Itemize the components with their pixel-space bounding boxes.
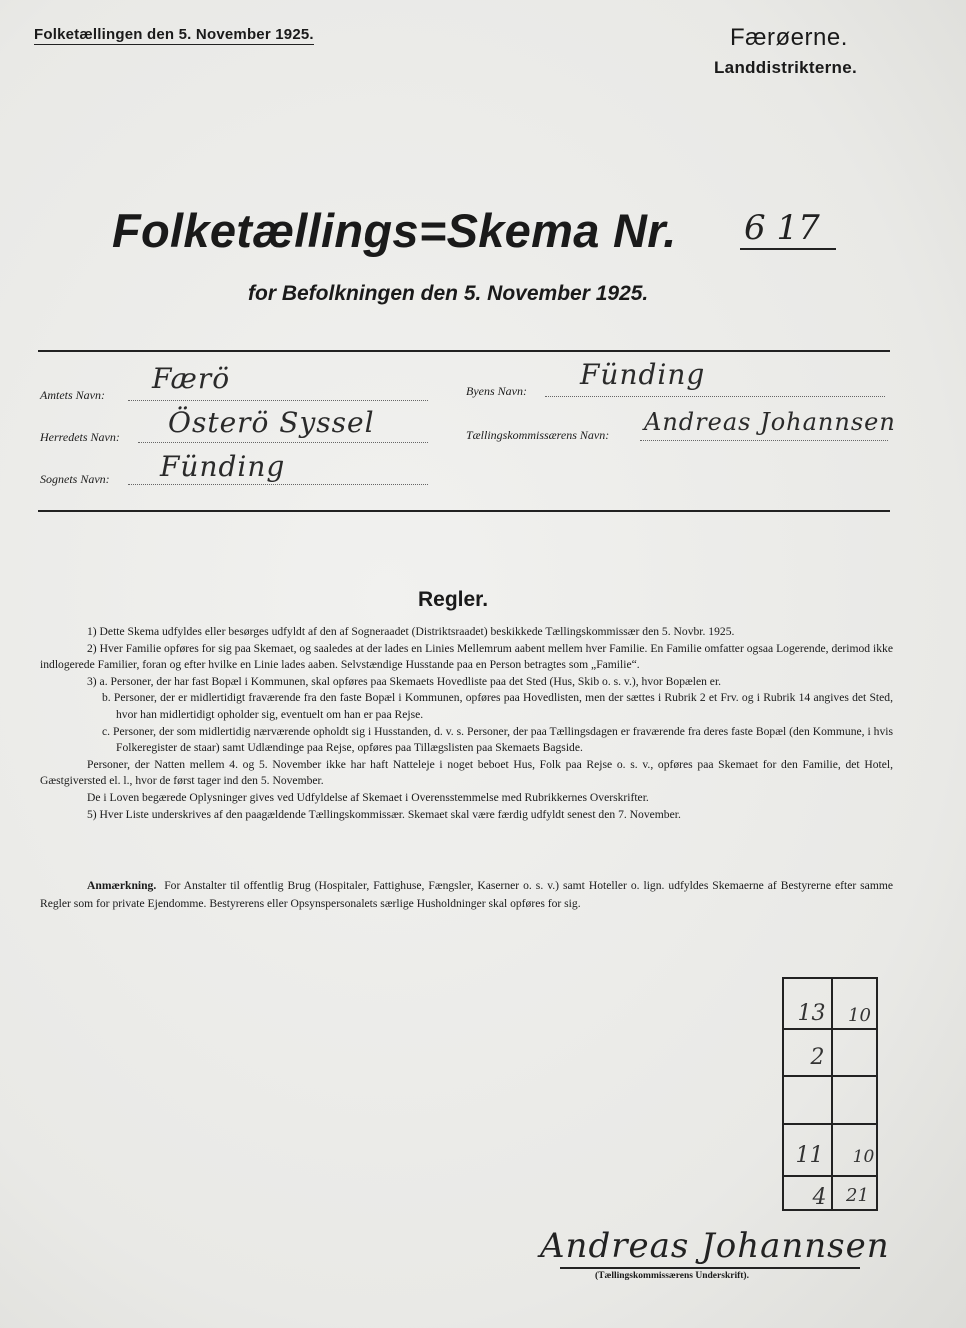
- tally-row-line: [784, 1075, 876, 1077]
- tally-cell: 13: [797, 1001, 826, 1026]
- tally-row-line: [784, 1028, 876, 1030]
- tally-cell: 2: [810, 1045, 825, 1070]
- byens-label: Byens Navn:: [466, 384, 527, 398]
- top-divider: [38, 350, 890, 352]
- sogn-fill-line: [128, 484, 428, 485]
- rules-text: [40, 624, 893, 823]
- kommissaer-value: Andreas Johannsen: [644, 408, 896, 436]
- census-header-left: Folketællingen den 5. November 1925.: [34, 26, 314, 43]
- sogn-value: Fünding: [160, 450, 286, 483]
- rule-1: 1) Dette Skema udfyldes eller besørges udfyldt af den af Sogneraadet (Distriktsraadet) beskikkede Tællingskommissær den 5. Novbr. 1925.: [87, 625, 735, 638]
- rules-heading: Regler.: [418, 588, 489, 611]
- rule-6: 5) Hver Liste underskrives af den paagældende Tællingskommissær. Skemaet skal være færdig udfyldt senest den 7. November.: [87, 807, 681, 821]
- rule-4: Personer, der Natten mellem 4. og 5. November ikke har haft Natteleje i noget beboet Hus, Folk paa Rejse o. s. v., opføres paa Skemaet for den Familie, det Hotel, Gæstgiversted el. l., hvor de først tager ind den 5. November.: [40, 757, 893, 788]
- rule-5: De i Loven begærede Oplysninger gives ved Udfyldelse af Skemaet i Overensstemmelse med Rubrikkernes Overskrifter.: [87, 790, 649, 804]
- rule-3a: 3) a. Personer, der har fast Bopæl i Kommunen, skal opføres paa Skemaets Hovedliste paa det Sted (Hus, Skib o. s. v.), hvor Bopælen er.: [87, 674, 722, 688]
- sogn-label: Sognets Navn:: [40, 472, 110, 486]
- tally-cell: 10: [852, 1147, 875, 1167]
- form-title: Folketællings=Skema Nr.: [112, 204, 677, 257]
- byens-value: Fünding: [580, 358, 706, 391]
- kommissaer-fill-line: [640, 440, 888, 441]
- tally-cell: 21: [846, 1185, 869, 1206]
- annotation-text: For Anstalter til offentlig Brug (Hospitaler, Fattighuse, Fængsler, Kaserner o. s. v.) samt Hoteller o. lign. udfyldes Skemaerne af Bestyrerne efter samme Regler som for private Ejendomme. Bestyrerens eller Opsynspersonalets særlige Husholdninger skal opføres for sig.: [40, 879, 894, 910]
- tally-row-line: [784, 1175, 876, 1177]
- tally-box: [782, 977, 878, 1211]
- signature-line: [560, 1267, 860, 1269]
- region-subtitle: Landdistrikterne.: [714, 58, 858, 77]
- commissioner-signature: Andreas Johannsen: [540, 1226, 890, 1266]
- rule-3c: c. Personer, der som midlertidig nærværende opholdt sig i Husstanden, d. v. s. Personer, der paa Tællingsdagen er fraværende fra deres faste Bopæl (den Kommune, i hvis Folkeregister de staar) samt Udlændinge paa Rejse, opføres paa Tillægslisten paa Skemaets Bagside.: [102, 724, 893, 755]
- herred-fill-line: [138, 442, 428, 443]
- signature-caption: (Tællingskommissærens Underskrift).: [595, 1271, 749, 1281]
- amt-label: Amtets Navn:: [40, 388, 105, 402]
- tally-cell: 4: [812, 1185, 827, 1210]
- tally-cell: 11: [795, 1143, 824, 1168]
- annotation-block: [40, 877, 893, 913]
- tally-cell: 10: [848, 1005, 871, 1026]
- rule-2: 2) Hver Familie opføres for sig paa Skemaet, og saaledes at der lades en Linies Mellemrum aabent mellem hver Familie. En Familie omfatter ogsaa Logerende, derimod ikke indlogerede Familier, foran og efter hvilke en Linie lades aaben. Selvstændige Husstande paa en Person betragtes som „Familie“.: [40, 641, 893, 672]
- form-number: 6 17: [740, 208, 836, 250]
- byens-fill-line: [545, 396, 885, 397]
- kommissaer-label: Tællingskommissærens Navn:: [466, 428, 610, 442]
- bottom-divider: [38, 510, 890, 512]
- amt-fill-line: [128, 400, 428, 401]
- annotation-label: Anmærkning.: [87, 879, 157, 892]
- amt-value: Færö: [152, 362, 231, 395]
- region-title: Færøerne.: [730, 24, 848, 51]
- rule-3b: b. Personer, der er midlertidigt fraværende fra den faste Bopæl i Kommunen, opføres paa Hovedlisten, men der sættes i Rubrik 2 et Frv. og i Rubrik 14 angives det Sted, hvor han midlertidigt opholder sig, eventuelt om han er paa Rejse.: [102, 691, 893, 721]
- form-subtitle: for Befolkningen den 5. November 1925.: [248, 282, 649, 305]
- tally-row-line: [784, 1123, 876, 1125]
- herred-value: Österö Syssel: [168, 406, 375, 439]
- herred-label: Herredets Navn:: [40, 430, 120, 444]
